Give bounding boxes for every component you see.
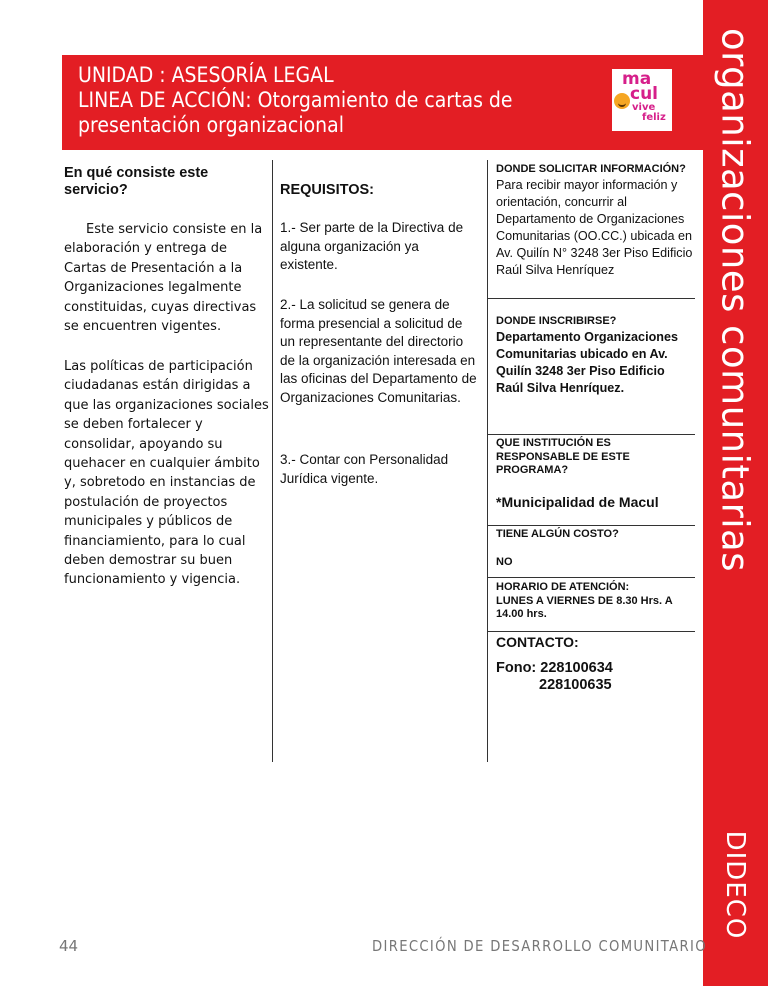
sun-smiley-icon [614,93,630,109]
registration-box [488,298,695,433]
requirement-2: 2.- La solicitud se genera de forma presencial a solicitud de un representante del directorio de la organización interesada en las oficinas del Departamento de Organizaciones Comunitarias. [280,297,477,405]
responsible-label: QUE INSTITUCIÓN ES RESPONSABLE DE ESTE PROGRAMA? [496,437,630,476]
schedule-label: HORARIO DE ATENCIÓN: [496,581,630,593]
header-action-line-2: presentación organizacional [78,113,344,137]
side-section-title: organizaciones comunitarias [713,27,757,573]
footer-title: DIRECCIÓN DE DESARROLLO COMUNITARIO [372,937,707,955]
info-label: DONDE SOLICITAR INFORMACIÓN? [496,163,686,175]
logo-text-ma: ma [622,69,652,89]
responsible-text: *Municipalidad de Macul [496,493,659,510]
page-number: 44 [59,937,79,955]
contact-box [488,631,695,734]
info-text: Para recibir mayor información y orientación, concurrir al Departamento de Organizaciones Comunitarias (OO.CC.) ubicada en Av. Quilín N° 3248 3er Piso Edificio Raúl Silva Henríquez [496,177,693,277]
side-dideco-label: DIDECO [720,830,750,940]
header-unit: UNIDAD : ASESORÍA LEGAL [78,63,334,87]
participation-policy-text: Las políticas de participación ciudadanas están dirigidas a que las organizaciones sociales se deben fortalecer y consolidar, apoyando su quehacer en cualquier ámbito y, sobretodo en instancias de postulación de proyectos municipales y públicos de financiamiento, para lo cual deben demostrar su buen funcionamiento y vigencia. [64,359,269,588]
cost-label: TIENE ALGÚN COSTO? [496,528,619,540]
requirements-title: REQUISITOS: [280,182,374,198]
responsible-box [488,434,695,527]
requirement-1: 1.- Ser parte de la Directiva de alguna organización ya existente. [280,220,464,273]
service-heading: En qué consiste este servicio? [64,165,209,198]
logo-text-cul: cul [630,84,659,104]
cost-box [488,525,695,578]
phone-2: 228100635 [539,677,612,693]
header-action-line: LINEA DE ACCIÓN: Otorgamiento de cartas de [78,88,513,112]
phone-1: Fono: 228100634 [496,660,613,676]
service-description: Este servicio consiste en la elaboración y entrega de Cartas de Presentación a la Organizaciones legalmente constituidas, cuyas directivas se encuentren vigentes. [64,222,263,335]
schedule-text: LUNES A VIERNES DE 8.30 Hrs. A 14.00 hrs. [496,594,673,620]
requirement-3: 3.- Contar con Personalidad Jurídica vigente. [280,452,449,486]
logo-text-feliz: feliz [642,112,666,123]
column-divider-1 [272,160,273,762]
header-banner [62,55,703,150]
registration-label: DONDE INSCRIBIRSE? [496,315,617,327]
info-box [488,160,695,299]
schedule-box [488,577,695,633]
registration-text: Departamento Organizaciones Comunitarias ubicado en Av. Quilín 3248 3er Piso Edificio Raúl Silva Henríquez. [496,329,678,395]
macul-logo [612,69,672,131]
contact-label: CONTACTO: [496,634,579,650]
logo-text-vive: vive [632,102,656,113]
cost-value: NO [496,555,513,568]
